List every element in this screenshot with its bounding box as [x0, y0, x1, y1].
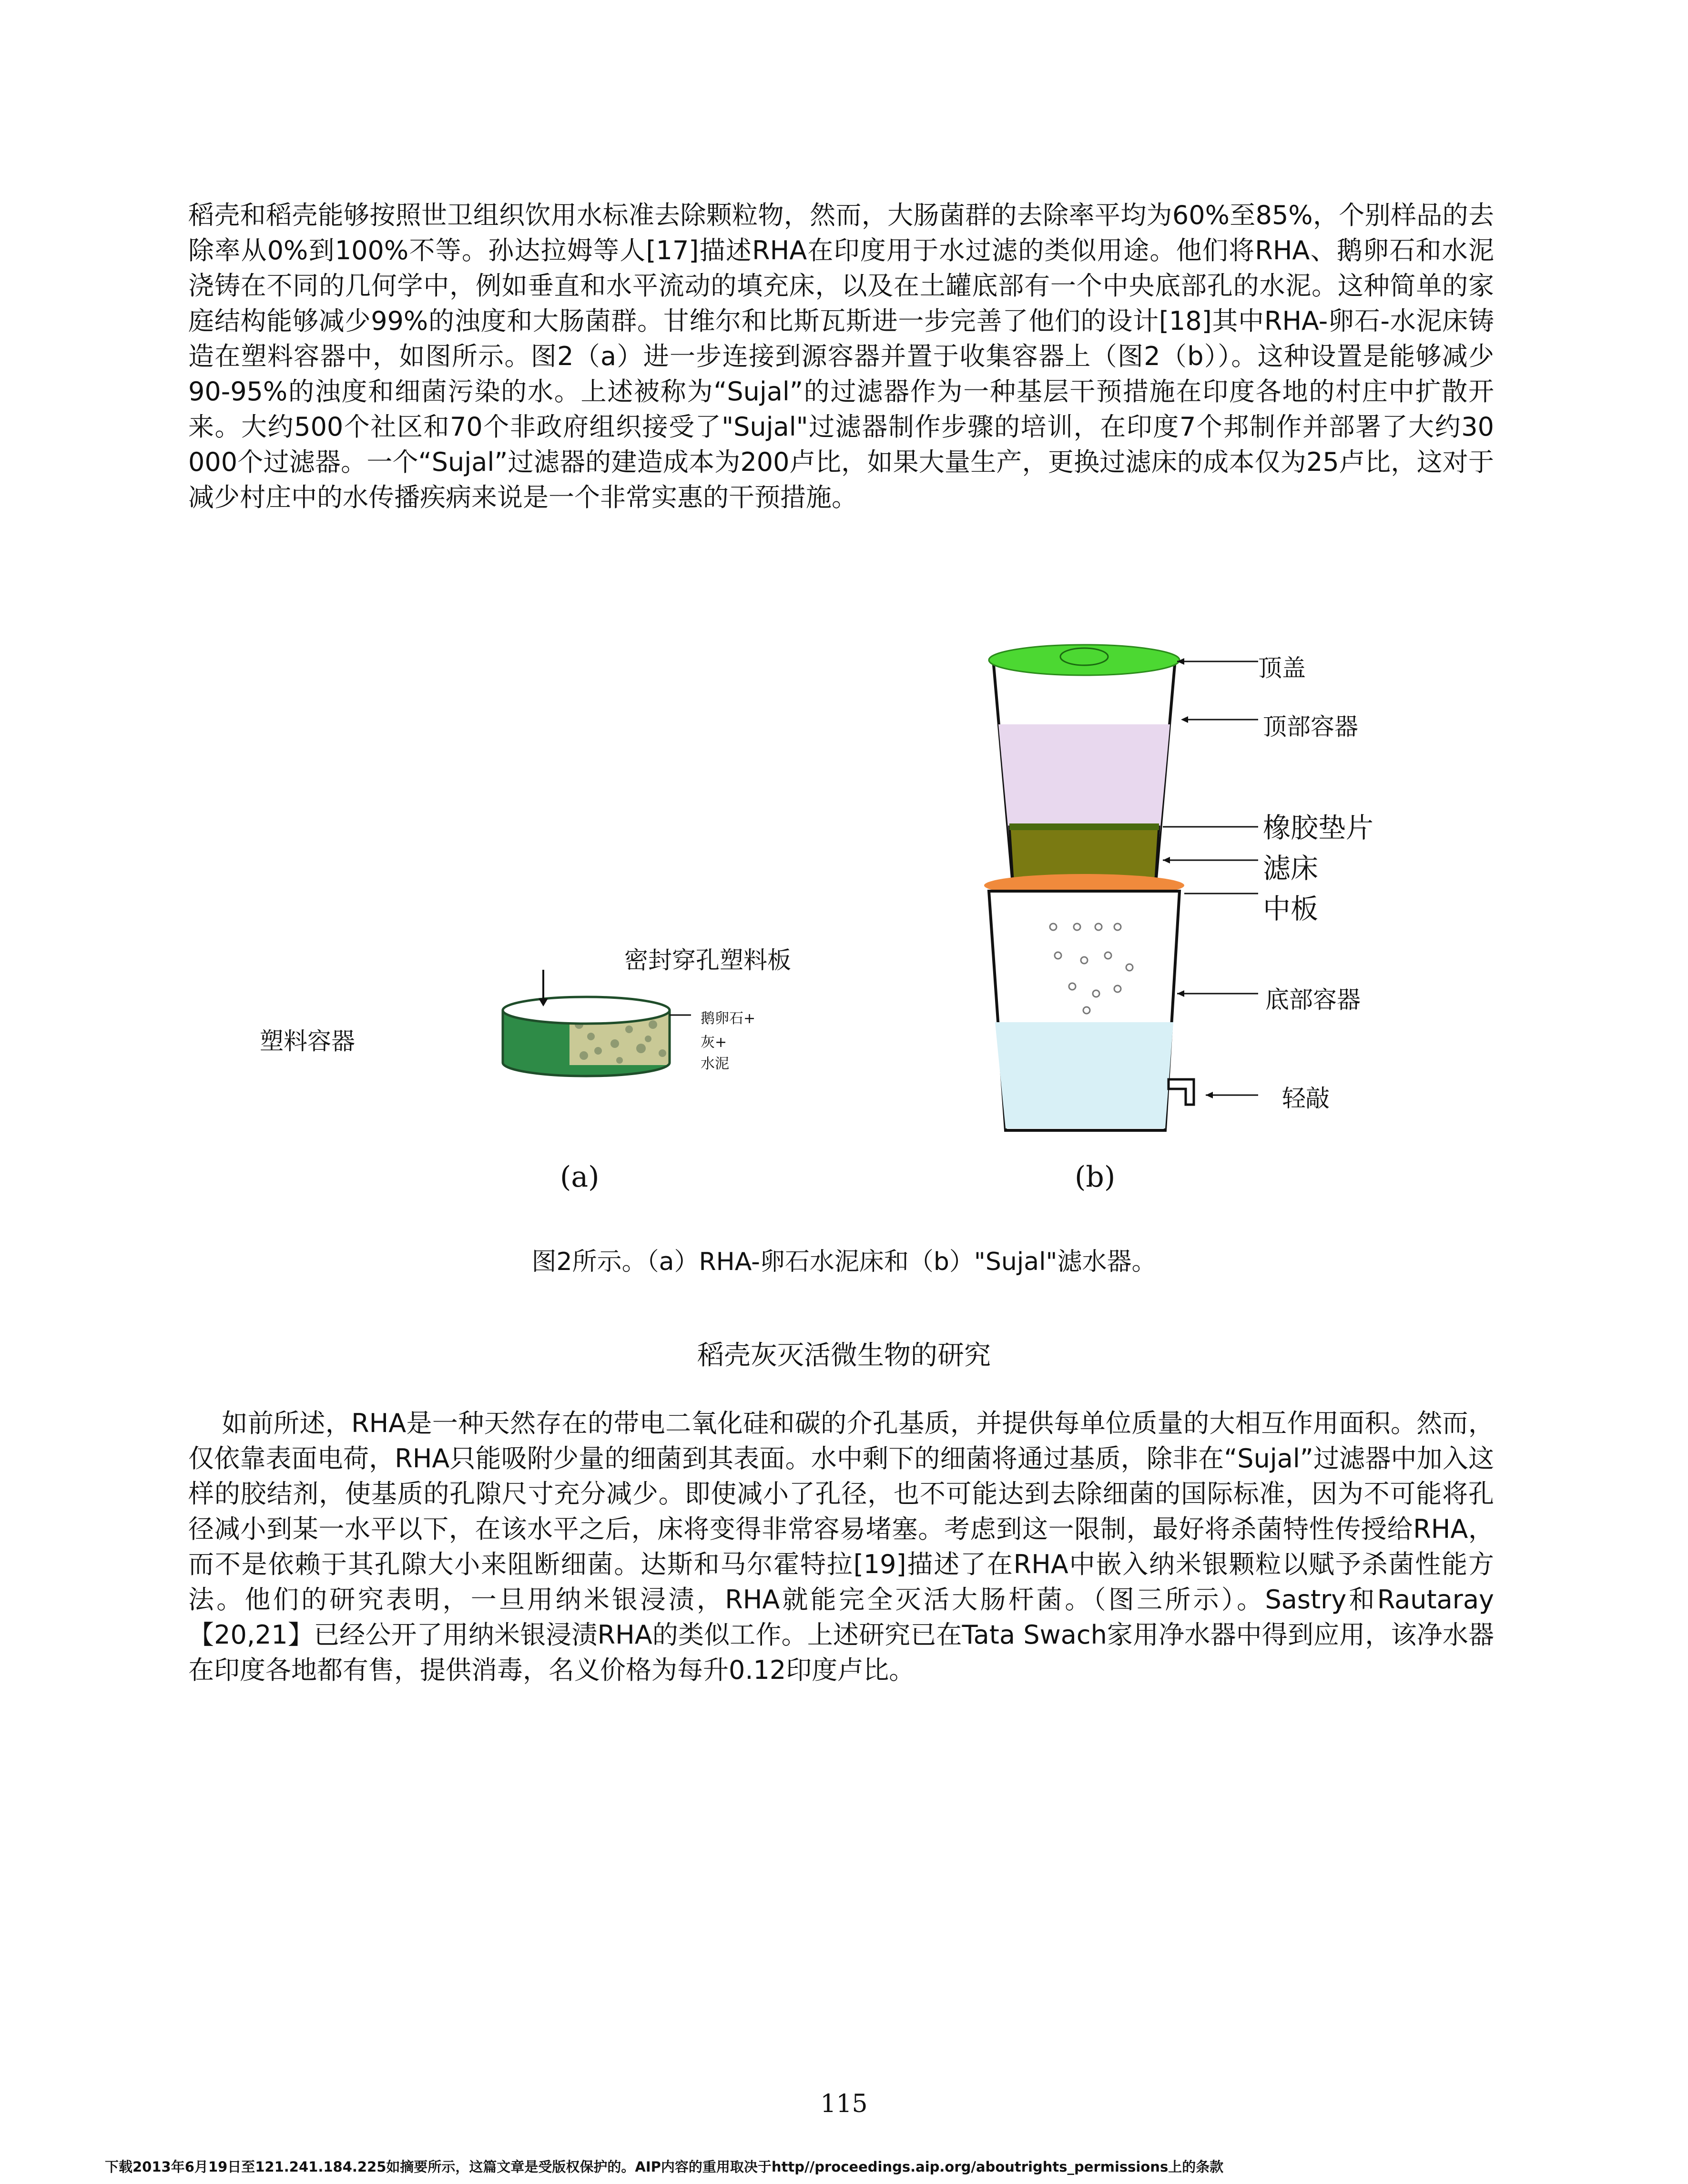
label-sealed-perforated-plate: 密封穿孔塑料板 [624, 946, 791, 974]
paragraph-2 [188, 1406, 1494, 1688]
label-ash: 灰+ [701, 1034, 727, 1051]
figure-caption: 图2所示。（a）RHA-卵石水泥床和（b）"Sujal"滤水器。 [531, 1248, 1157, 1276]
label-bottom-container: 底部容器 [1265, 986, 1361, 1014]
page-number: 115 [820, 2090, 868, 2118]
label-top-lid: 顶盖 [1258, 654, 1306, 682]
sujal-filter [984, 645, 1258, 1130]
top-lid [989, 645, 1180, 675]
rha-pebble-cement-bed [503, 970, 691, 1076]
filter-bed-layer [1009, 827, 1159, 879]
label-pebble: 鹅卵石+ [701, 1010, 756, 1027]
download-footer: 下载2013年6月19日至121.241.184.225如摘要所示，这篇文章是受版权保护的。AIP内容的重用取决于http//proceedings.aip.org/aboutrights_permissions上的条款 [105, 2159, 1224, 2175]
label-plastic-container: 塑料容器 [260, 1027, 355, 1055]
label-tap: 轻敲 [1282, 1085, 1330, 1112]
tap [1169, 1079, 1194, 1105]
label-middle-plate: 中板 [1263, 893, 1319, 925]
paragraph-2-text: 如前所述，RHA是一种天然存在的带电二氧化硅和碳的介孔基质，并提供每单位质量的大相互作用面积。然而，仅依靠表面电荷，RHA只能吸附少量的细菌到其表面。水中剩下的细菌将通过基质，除非在“Sujal”过滤器中加入这样的胶结剂，使基质的孔隙尺寸充分减少。即使减小了孔径，也不可能达到去除细菌的国际标准，因为不可能将孔径减小到某一水平以下，在该水平之后，床将变得非常容易堵塞。考虑到这一限制，最好将杀菌特性传授给RHA，而不是依赖于其孔隙大小来阻断细菌。达斯和马尔霍特拉[19]描述了在RHA中嵌入纳米银颗粒以赋予杀菌性能方法。他们的研究表明，一旦用纳米银浸渍，RHA就能完全灭活大肠杆菌。（图三所示）。Sastry和Rautaray【20,21】已经公开了用纳米银浸渍RHA的类似工作。上述研究已在Tata Swach家用净水器中得到应用，该净水器在印度各地都有售，提供消毒，名义价格为每升0.12印度卢比。 [188, 1408, 1494, 1685]
label-top-container: 顶部容器 [1263, 713, 1358, 741]
sublabel-b: (b) [1075, 1160, 1116, 1194]
paragraph-1: 稻壳和稻壳能够按照世卫组织饮用水标准去除颗粒物，然而，大肠菌群的去除率平均为60%至85%，个别样品的去除率从0%到100%不等。孙达拉姆等人[17]描述RHA在印度用于水过滤的类似用途。他们将RHA、鹅卵石和水泥浇铸在不同的几何学中，例如垂直和水平流动的填充床，以及在土罐底部有一个中央底部孔的水泥。这种简单的家庭结构能够减少99%的浊度和大肠菌群。甘维尔和比斯瓦斯进一步完善了他们的设计[18]其中RHA-卵石-水泥床铸造在塑料容器中，如图所示。图2（a）进一步连接到源容器并置于收集容器上（图2（b））。这种设置是能够减少90-95%的浊度和细菌污染的水。上述被称为“Sujal”的过滤器作为一种基层干预措施在印度各地的村庄中扩散开来。大约500个社区和70个非政府组织接受了"Sujal"过滤器制作步骤的培训，在印度7个邦制作并部署了大约30 000个过滤器。一个“Sujal”过滤器的建造成本为200卢比，如果大量生产，更换过滤床的成本仅为25卢比，这对于减少村庄中的水传播疾病来说是一个非常实惠的干预措施。 [188, 200, 1494, 512]
sublabel-a: (a) [560, 1160, 600, 1194]
bottom-water [995, 1022, 1173, 1128]
rubber-gasket [1009, 823, 1159, 830]
label-cement: 水泥 [701, 1056, 729, 1072]
label-filter-bed: 滤床 [1263, 852, 1319, 884]
section-title: 稻壳灰灭活微生物的研究 [697, 1340, 991, 1371]
perforated-plate [503, 997, 670, 1024]
label-rubber-gasket: 橡胶垫片 [1263, 812, 1374, 844]
